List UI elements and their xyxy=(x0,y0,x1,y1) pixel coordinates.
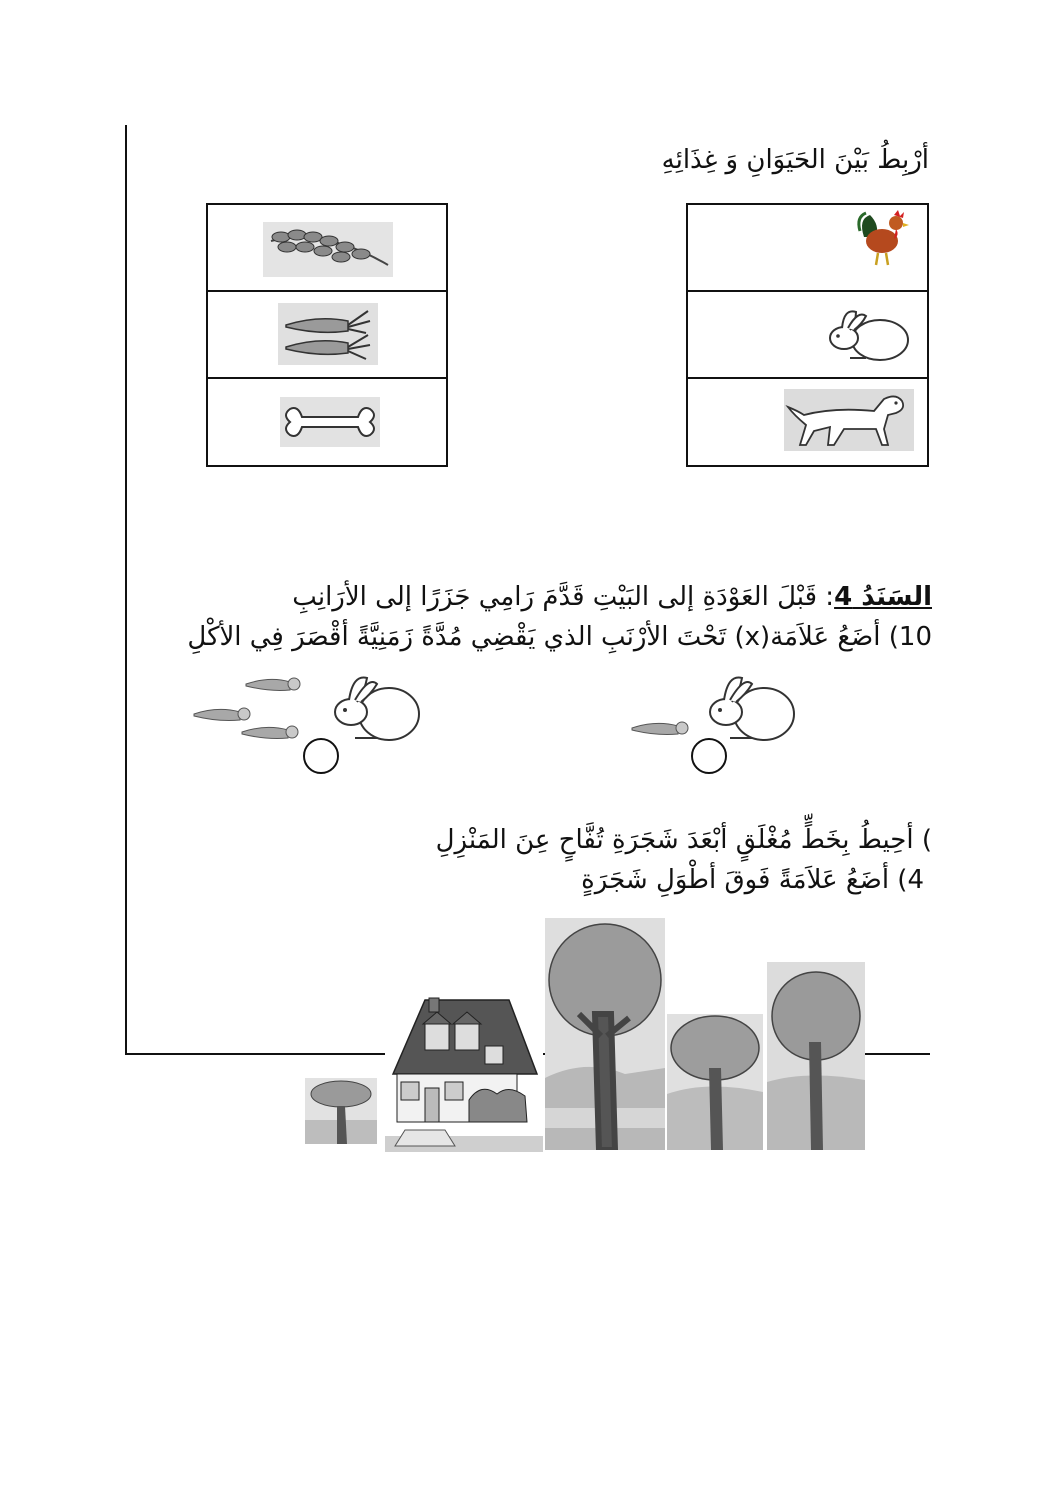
food-cell-bone[interactable] xyxy=(208,379,446,465)
sanad-label: السَنَدُ 4 xyxy=(834,582,932,612)
wheat-icon xyxy=(263,217,393,277)
tall-tree-icon[interactable] xyxy=(545,918,665,1150)
rabbit-group-one-carrot xyxy=(628,668,808,778)
question-mark-tallest-tree: 4) أضَعُ عَلاَمَةً فَوقَ أطْوَلِ شَجَرَةٍ xyxy=(581,865,924,895)
food-cell-carrots[interactable] xyxy=(208,292,446,379)
animal-cell-rooster[interactable] xyxy=(688,205,927,292)
question-circle-farthest-tree: ) أحِيطُ بِخَطٍّ مُغْلَقٍ أبْعَدَ شَجَرَةِ تُفَّاحٍ عِنَ المَنْزِلِ xyxy=(435,825,932,855)
rooster-icon xyxy=(854,207,914,269)
animal-cell-dog[interactable] xyxy=(688,379,927,465)
rabbit-icon xyxy=(700,668,800,748)
rabbit-icon xyxy=(325,668,425,748)
bottom-divider-line-right xyxy=(860,1053,930,1055)
animal-cell-rabbit[interactable] xyxy=(688,292,927,379)
medium-tree-icon[interactable] xyxy=(667,1014,763,1150)
carrots-icon xyxy=(190,674,310,754)
exercise1-instruction: أرْبِطُ بَيْنَ الحَيَوَانِ وَ غِذَائِهِ xyxy=(661,145,929,175)
carrots-icon xyxy=(278,303,378,365)
answer-circle-right[interactable] xyxy=(691,738,727,774)
answer-circle-left[interactable] xyxy=(303,738,339,774)
animals-table xyxy=(686,203,929,467)
tree-icon[interactable] xyxy=(767,962,865,1150)
scene-strip xyxy=(305,918,865,1153)
rabbit-group-three-carrots xyxy=(190,668,430,778)
carrot-icon xyxy=(628,714,692,744)
dog-icon xyxy=(784,385,914,451)
food-cell-wheat[interactable] xyxy=(208,205,446,292)
left-margin-line xyxy=(125,125,127,1055)
small-tree-icon[interactable] xyxy=(305,1078,377,1144)
sanad-body: : قَبْلَ العَوْدَةِ إلى البَيْتِ قَدَّمَ رَامِي جَزَرًا إلى الأرَانِبِ xyxy=(292,582,835,612)
rabbit-icon xyxy=(822,304,914,366)
house-icon[interactable] xyxy=(385,996,543,1152)
question-10: 10) أضَعُ عَلاَمَة(x) تَحْتَ الأرْنَبِ الذي يَقْضِي مُدَّةً زَمَنِيَّةً أقْصَرَ فِي الأكْلِ xyxy=(187,622,932,652)
sanad-4-text xyxy=(292,582,932,612)
bone-icon xyxy=(280,397,380,447)
foods-table xyxy=(206,203,448,467)
